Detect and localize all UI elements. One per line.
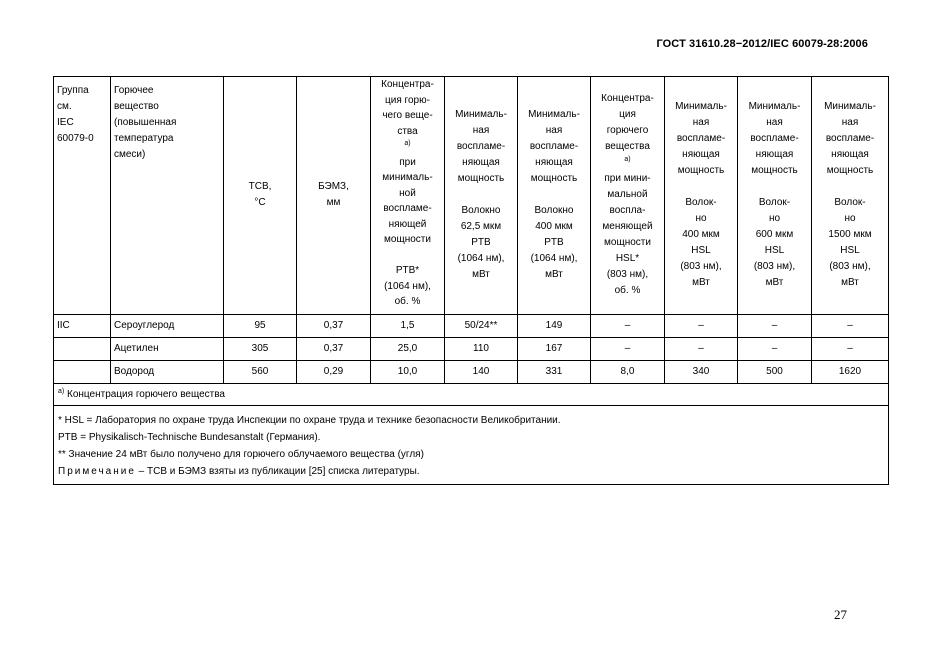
col-header-tcb: TCB, °C: [224, 77, 297, 315]
cell-mip-400-hsl: –: [665, 337, 738, 360]
cell-substance: Ацетилен: [111, 337, 224, 360]
cell-mip-62: 50/24**: [445, 314, 518, 337]
conc-ptb-line2: при минималь- ной воспламе- няющей мощности PTB* (1064 нм), об. %: [382, 156, 433, 307]
footnote-hsl: * HSL = Лаборатория по охране труда Инспекции по охране труда и технике безопасности Великобритании.: [58, 414, 561, 426]
cell-mip-1500-hsl: –: [812, 314, 889, 337]
col-header-mip-400-hsl: Минималь- ная воспламе- няющая мощность Волок- но 400 мкм HSL (803 нм), мВт: [665, 77, 738, 315]
cell-mip-600-hsl: 500: [738, 360, 812, 383]
cell-mip-62: 110: [445, 337, 518, 360]
cell-bemz: 0,29: [297, 360, 371, 383]
col-header-substance: Горючее вещество (повышенная температура смеси): [111, 77, 224, 315]
cell-conc-hsl: –: [591, 337, 665, 360]
header-row: [54, 77, 889, 315]
cell-conc-hsl: –: [591, 314, 665, 337]
cell-mip-600-hsl: –: [738, 314, 812, 337]
table-note-a: [54, 383, 889, 405]
cell-conc-ptb: 1,5: [371, 314, 445, 337]
cell-substance: Сероуглерод: [111, 314, 224, 337]
remark-text: – TCB и БЭМЗ взяты из публикации [25] списка литературы.: [135, 465, 420, 477]
ignition-data-table: [53, 76, 889, 485]
cell-mip-400-ptb: 167: [518, 337, 591, 360]
cell-substance: Водород: [111, 360, 224, 383]
footnotes-row: [54, 405, 889, 484]
cell-tcb: 305: [224, 337, 297, 360]
cell-tcb: 95: [224, 314, 297, 337]
note-a-text: Концентрация горючего вещества: [67, 388, 225, 400]
conc-hsl-line2: при мини- мальной воспла- меняющей мощности HSL* (803 нм), об. %: [602, 173, 653, 297]
cell-mip-1500-hsl: 1620: [812, 360, 889, 383]
remark-label: Примечание: [58, 465, 136, 477]
cell-group: IIC: [54, 314, 111, 337]
conc-hsl-line1: Концентра- ция горючего вещества: [601, 93, 654, 153]
cell-mip-400-ptb: 331: [518, 360, 591, 383]
col-header-mip-62: Минималь- ная воспламе- няющая мощность Волокно 62,5 мкм PTB (1064 нм), мВт: [445, 77, 518, 315]
cell-group: [54, 337, 111, 360]
cell-group: [54, 360, 111, 383]
cell-mip-400-ptb: 149: [518, 314, 591, 337]
cell-mip-600-hsl: –: [738, 337, 812, 360]
cell-conc-ptb: 25,0: [371, 337, 445, 360]
cell-bemz: 0,37: [297, 337, 371, 360]
col-header-conc-ptb: [371, 77, 445, 315]
footnote-ptb: PTB = Physikalisch-Technische Bundesanstalt (Германия).: [58, 431, 321, 443]
cell-conc-ptb: 10,0: [371, 360, 445, 383]
cell-mip-62: 140: [445, 360, 518, 383]
table-row: [54, 360, 889, 383]
col-header-group: Группа см. IEC 60079-0: [54, 77, 111, 315]
document-header: ГОСТ 31610.28−2012/IEC 60079-28:2006: [656, 38, 868, 50]
table-row: [54, 314, 889, 337]
cell-bemz: 0,37: [297, 314, 371, 337]
col-header-mip-600-hsl: Минималь- ная воспламе- няющая мощность Волок- но 600 мкм HSL (803 нм), мВт: [738, 77, 812, 315]
cell-conc-hsl: 8,0: [591, 360, 665, 383]
col-header-bemz: БЭМЗ, мм: [297, 77, 371, 315]
footnote-marker-a: а): [404, 140, 411, 147]
footnote-marker-a-2: а): [624, 156, 631, 164]
page-number: 27: [834, 607, 847, 622]
cell-mip-400-hsl: 340: [665, 360, 738, 383]
cell-mip-400-hsl: –: [665, 314, 738, 337]
conc-ptb-line1: Концентра- ция горю- чего веще- ства: [381, 79, 434, 137]
cell-tcb: 560: [224, 360, 297, 383]
note-row: [54, 383, 889, 405]
table-row: [54, 337, 889, 360]
col-header-mip-1500-hsl: Минималь- ная воспламе- няющая мощность Волок- но 1500 мкм HSL (803 нм), мВт: [812, 77, 889, 315]
cell-mip-1500-hsl: –: [812, 337, 889, 360]
table-remark: [58, 463, 884, 480]
col-header-mip-400-ptb: Минималь- ная воспламе- няющая мощность Волокно 400 мкм PTB (1064 нм), мВт: [518, 77, 591, 315]
col-header-conc-hsl: [591, 77, 665, 315]
table-footnotes: [54, 405, 889, 484]
footnote-24mw: ** Значение 24 мВт было получено для горючего облучаемого вещества (угля): [58, 448, 424, 460]
footnote-marker-a-3: а): [58, 387, 65, 395]
